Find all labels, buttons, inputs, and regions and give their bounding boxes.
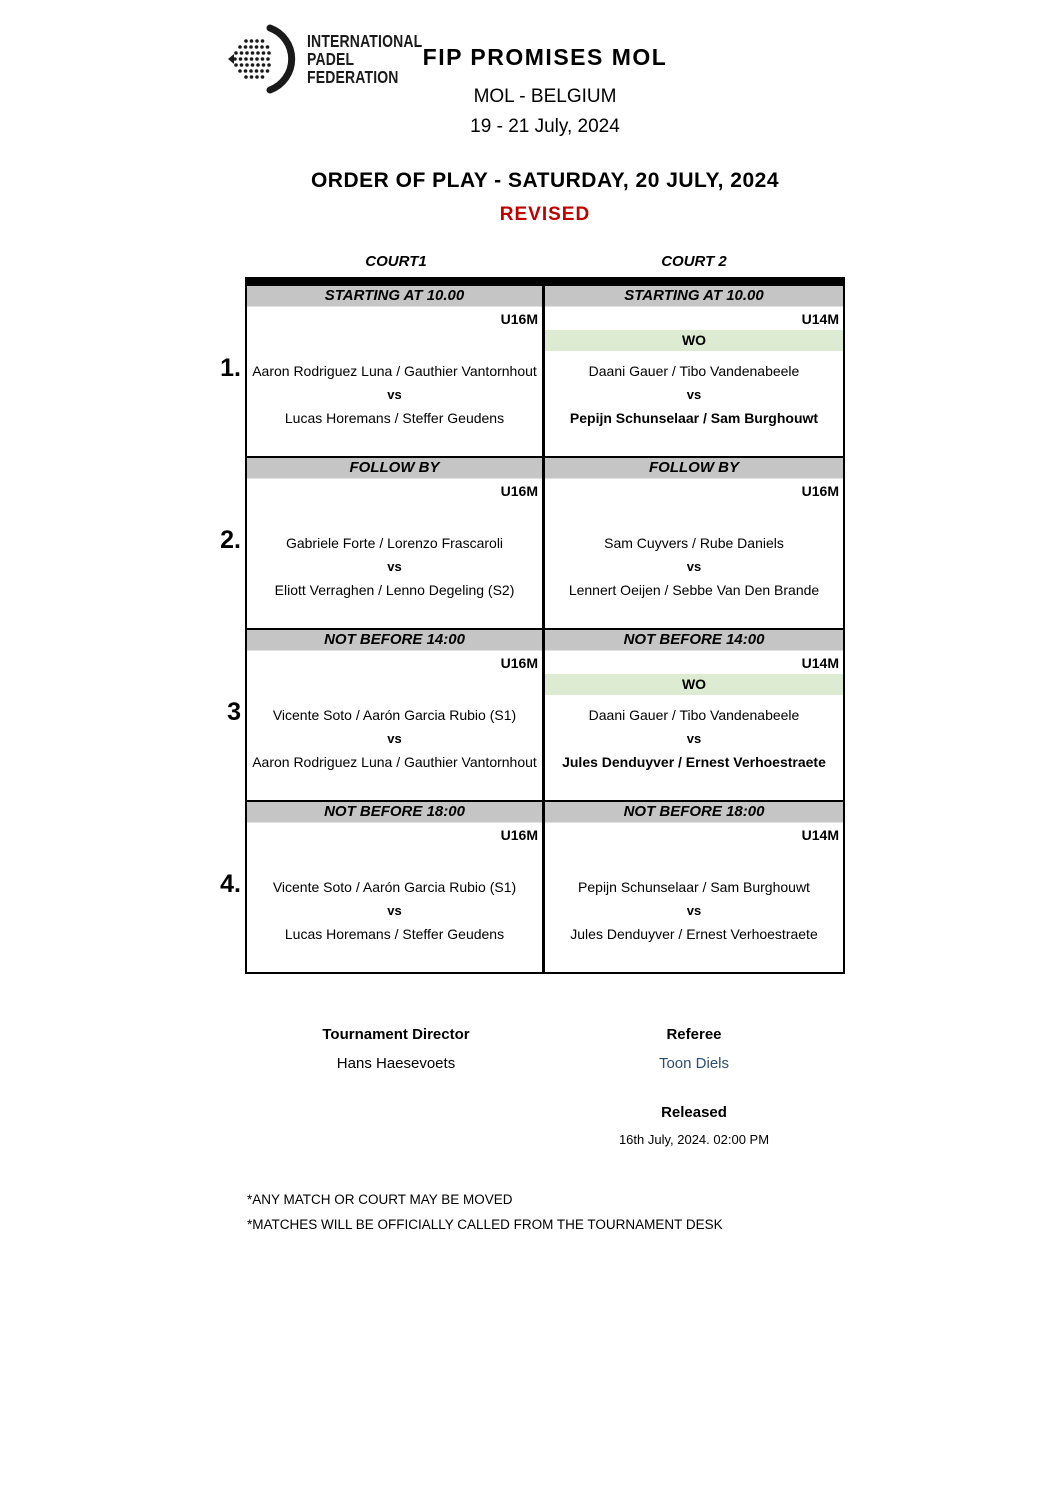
category-badge: U14M <box>801 655 839 671</box>
logo-line-2: PADEL <box>307 49 355 69</box>
time-header: NOT BEFORE 14:00 <box>247 630 542 651</box>
event-dates: 19 - 21 July, 2024 <box>470 116 620 137</box>
team2: Eliott Verraghen / Lenno Degeling (S2) <box>274 582 515 598</box>
vs-label: vs <box>686 903 702 918</box>
vs-label: vs <box>686 387 702 402</box>
referee-label: Referee <box>666 1026 722 1043</box>
event-location: MOL - BELGIUM <box>473 86 617 107</box>
category-badge: U16M <box>500 655 538 671</box>
match-cell-2-court2 <box>545 458 843 628</box>
category-badge: U16M <box>500 483 538 499</box>
court2-label: COURT 2 <box>661 253 727 270</box>
wo-row-empty <box>247 846 542 867</box>
team1: Sam Cuyvers / Rube Daniels <box>604 535 784 551</box>
time-header: STARTING AT 10.00 <box>247 286 542 307</box>
match-cell-2-court1 <box>247 458 545 628</box>
court-labels <box>247 253 843 270</box>
team1: Pepijn Schunselaar / Sam Burghouwt <box>578 879 810 895</box>
time-header: FOLLOW BY <box>247 458 542 479</box>
team2: Jules Denduyver / Ernest Verhoestraete <box>562 754 826 770</box>
ipf-logo-text <box>307 32 422 86</box>
vs-label: vs <box>686 559 702 574</box>
match-cell-3-court2 <box>545 630 843 800</box>
team2: Lucas Horemans / Steffer Geudens <box>284 926 505 942</box>
match-number: 4. <box>220 870 241 898</box>
tournament-director-label: Tournament Director <box>322 1026 470 1043</box>
tournament-director-block <box>247 1026 545 1072</box>
match-number: 2. <box>220 526 241 554</box>
match-number: 1. <box>220 354 241 382</box>
time-header: NOT BEFORE 14:00 <box>545 630 843 651</box>
vs-label: vs <box>686 731 702 746</box>
category-badge: U16M <box>801 483 839 499</box>
category-badge: U14M <box>801 311 839 327</box>
team2: Lucas Horemans / Steffer Geudens <box>284 410 505 426</box>
released-section <box>247 1104 843 1147</box>
wo-row-empty <box>545 846 843 867</box>
vs-label: vs <box>387 903 402 918</box>
match-cell-1-court2 <box>545 286 843 456</box>
footnote-called: *MATCHES WILL BE OFFICIALLY CALLED FROM THE TOURNAMENT DESK <box>247 1217 723 1232</box>
logo-line-3: FEDERATION <box>307 67 399 87</box>
schedule-row-4 <box>220 800 843 972</box>
wo-badge: WO <box>545 330 843 351</box>
footnotes <box>247 1187 1058 1237</box>
wo-badge: WO <box>545 674 843 695</box>
schedule-row-3 <box>227 628 843 800</box>
category-badge: U14M <box>801 827 839 843</box>
officials-section <box>247 1026 843 1072</box>
match-cell-4-court2 <box>545 802 843 972</box>
time-header: FOLLOW BY <box>545 458 843 479</box>
match-cell-4-court1 <box>247 802 545 972</box>
logo-line-1: INTERNATIONAL <box>307 31 423 51</box>
footnote-moved: *ANY MATCH OR COURT MAY BE MOVED <box>247 1192 513 1207</box>
court1-label: COURT1 <box>365 253 427 270</box>
category-badge: U16M <box>500 311 538 327</box>
team1: Gabriele Forte / Lorenzo Frascaroli <box>285 535 504 551</box>
padel-ball-icon <box>226 22 300 96</box>
schedule-row-2 <box>220 456 843 628</box>
logo-dots <box>233 39 271 79</box>
team1: Vicente Soto / Aarón Garcia Rubio (S1) <box>272 707 517 723</box>
vs-label: vs <box>387 731 402 746</box>
released-block <box>545 1104 843 1147</box>
team1: Daani Gauer / Tibo Vandenabeele <box>588 707 800 723</box>
team2: Lennert Oeijen / Sebbe Van Den Brande <box>568 582 820 598</box>
wo-row-empty <box>247 330 542 351</box>
match-cell-3-court1 <box>247 630 545 800</box>
team1: Aaron Rodriguez Luna / Gauthier Vantornhout <box>252 363 537 379</box>
event-title: FIP PROMISES MOL <box>422 44 668 70</box>
logo-left-arrow <box>228 54 234 64</box>
team2: Aaron Rodriguez Luna / Gauthier Vantornhout <box>252 754 537 770</box>
time-header: STARTING AT 10.00 <box>545 286 843 307</box>
match-cell-1-court1 <box>247 286 545 456</box>
time-header: NOT BEFORE 18:00 <box>247 802 542 823</box>
time-header: NOT BEFORE 18:00 <box>545 802 843 823</box>
wo-row-empty <box>545 502 843 523</box>
tournament-director-name: Hans Haesevoets <box>336 1055 456 1072</box>
revised-label: REVISED <box>499 204 591 225</box>
team1: Daani Gauer / Tibo Vandenabeele <box>588 363 800 379</box>
order-of-play-table <box>220 277 845 974</box>
vs-label: vs <box>387 559 402 574</box>
team2: Jules Denduyver / Ernest Verhoestraete <box>570 926 818 942</box>
order-of-play-title: ORDER OF PLAY - SATURDAY, 20 JULY, 2024 <box>310 169 780 192</box>
released-label: Released <box>661 1104 727 1121</box>
match-number: 3 <box>227 698 241 726</box>
released-timestamp: 16th July, 2024. 02:00 PM <box>618 1132 770 1147</box>
team1: Vicente Soto / Aarón Garcia Rubio (S1) <box>272 879 517 895</box>
vs-label: vs <box>387 387 402 402</box>
referee-name: Toon Diels <box>658 1055 730 1072</box>
team2: Pepijn Schunselaar / Sam Burghouwt <box>569 410 819 426</box>
wo-row-empty <box>247 674 542 695</box>
logo-crescent <box>270 28 292 90</box>
wo-row-empty <box>247 502 542 523</box>
ipf-logo <box>226 22 451 96</box>
category-badge: U16M <box>500 827 538 843</box>
referee-block <box>545 1026 843 1072</box>
schedule-row-1 <box>220 286 843 456</box>
